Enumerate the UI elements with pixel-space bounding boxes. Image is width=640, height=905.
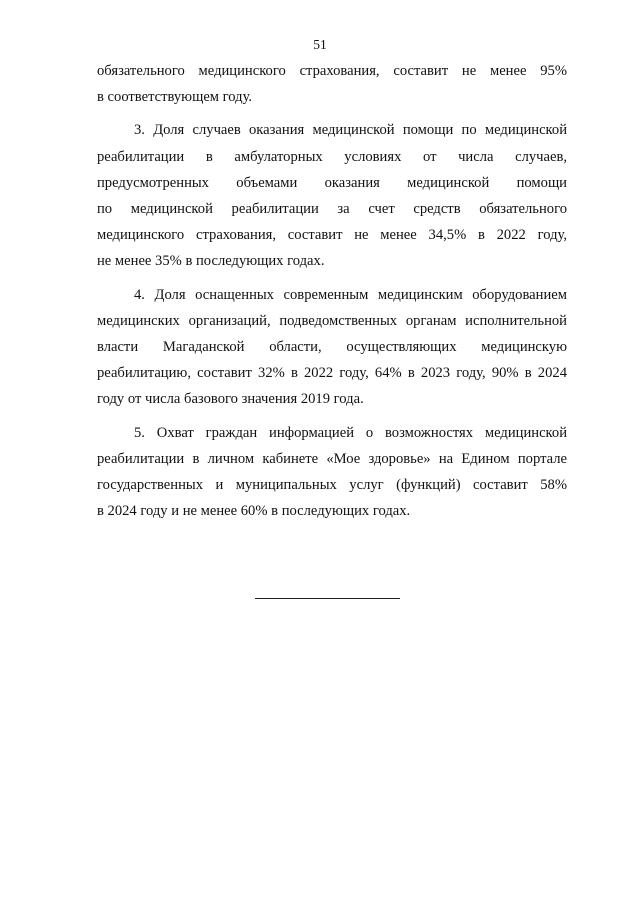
text-line: реабилитацию, составит 32% в 2022 году, 64% в 2023 году, 90% в 2024 [97, 365, 567, 382]
text-line: в соответствующем году. [97, 89, 253, 106]
text-line: реабилитации в личном кабинете «Мое здоровье» на Едином портале [97, 450, 567, 467]
text-line: предусмотренных объемами оказания медицинской помощи [97, 174, 567, 191]
body-text [97, 58, 567, 531]
text-line: медицинских организаций, подведомственных органам исполнительной [97, 312, 567, 329]
text-line: 3. Доля случаев оказания медицинской помощи по медицинской [134, 122, 567, 139]
text-line: 4. Доля оснащенных современным медицинским оборудованием [134, 286, 567, 303]
text-line: медицинского страхования, составит не менее 34,5% в 2022 году, [97, 227, 567, 244]
text-line: году от числа базового значения 2019 года. [97, 391, 364, 408]
text-line: по медицинской реабилитации за счет средств обязательного [97, 201, 567, 218]
text-line: обязательного медицинского страхования, составит не менее 95% [97, 63, 567, 79]
text-line: власти Магаданской области, осуществляющих медицинскую [97, 339, 567, 356]
text-line: реабилитации в амбулаторных условиях от числа случаев, [97, 148, 567, 165]
paragraph-item-5 [97, 420, 567, 525]
text-line: государственных и муниципальных услуг (функций) составит 58% [97, 477, 567, 494]
text-line: в 2024 году и не менее 60% в последующих годах. [97, 503, 411, 520]
text-line: 5. Охват граждан информацией о возможностях медицинской [134, 424, 567, 441]
paragraph-item-4 [97, 282, 567, 413]
page-number: 51 [313, 37, 327, 52]
end-separator-line [255, 598, 400, 599]
paragraph-item-3 [97, 117, 567, 274]
paragraph-continuation [97, 58, 567, 110]
text-line: не менее 35% в последующих годах. [97, 253, 325, 270]
